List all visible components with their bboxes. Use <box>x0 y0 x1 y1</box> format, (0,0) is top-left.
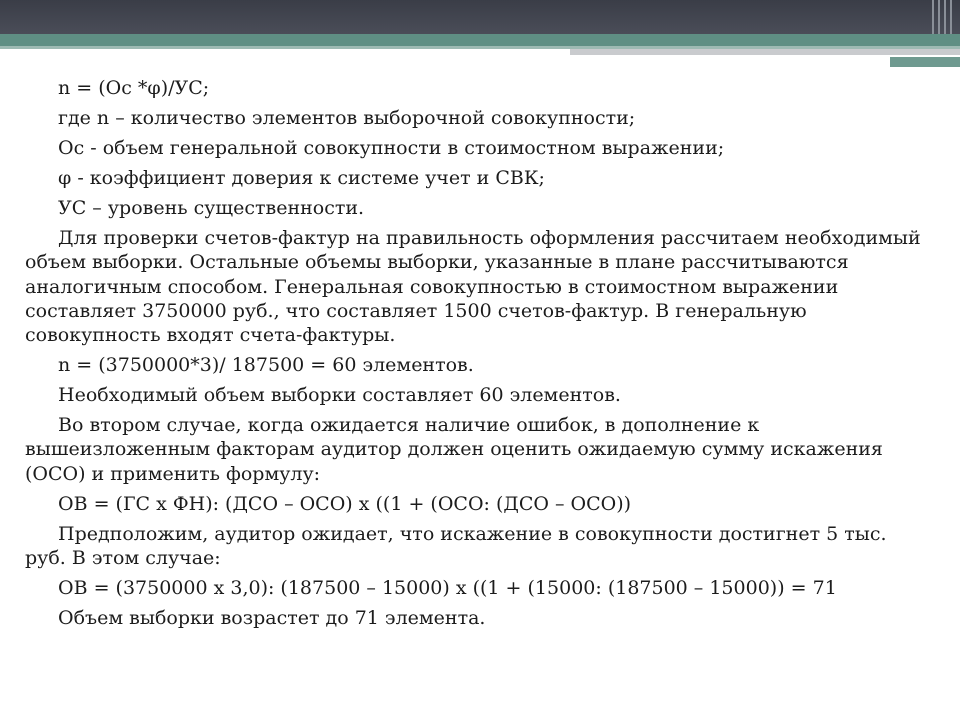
paragraph-definition-n: где n – количество элементов выборочной совокупности; <box>58 106 636 129</box>
header-accent-teal <box>890 57 960 67</box>
slide-body-text <box>25 76 925 630</box>
paragraph-sample-size: Необходимый объем выборки составляет 60 элементов. <box>58 384 621 407</box>
paragraph-assumption: Предположим, аудитор ожидает, что искажение в совокупности достигнет 5 тыс. руб. В этом случае: <box>25 522 887 569</box>
paragraph-invoice-check: Для проверки счетов-фактур на правильность оформления рассчитаем необходимый объем выборки. Остальные объемы выборки, указанные в плане рассчитываются аналогичным способом. Генеральная совокупностью в стоимостном выражении составляет 3750000 руб., что составляет 1500 счетов-фактур. В генеральную совокупность входят счета-фактуры. <box>25 226 921 347</box>
header-accent-line <box>570 55 960 56</box>
header-teal-band <box>0 34 960 46</box>
paragraph-definition-os: Ос - объем генеральной совокупности в стоимостном выражении; <box>58 136 725 159</box>
paragraph-definition-phi: φ - коэффициент доверия к системе учет и СВК; <box>58 166 545 189</box>
paragraph-second-case: Во втором случае, когда ожидается наличие ошибок, в дополнение к вышеизложенным факторам аудитор должен оценить ожидаемую сумму искажения (ОСО) и применить формулу: <box>25 414 883 485</box>
paragraph-calculation-ov: ОВ = (3750000 х 3,0): (187500 – 15000) х ((1 + (15000: (187500 – 15000)) = 71 <box>58 576 837 599</box>
paragraph-calculation-n: n = (3750000*3)/ 187500 = 60 элементов. <box>58 354 474 377</box>
paragraph-definition-us: УС – уровень существенности. <box>58 196 365 219</box>
paragraph-conclusion: Объем выборки возрастет до 71 элемента. <box>58 606 486 629</box>
paragraph-formula-n: n = (Ос *φ)/УС; <box>58 77 210 99</box>
header-bar <box>0 0 960 34</box>
paragraph-formula-ov: ОВ = (ГС х ФН): (ДСО – ОСО) х ((1 + (ОСО: (ДСО – ОСО)) <box>58 492 632 515</box>
